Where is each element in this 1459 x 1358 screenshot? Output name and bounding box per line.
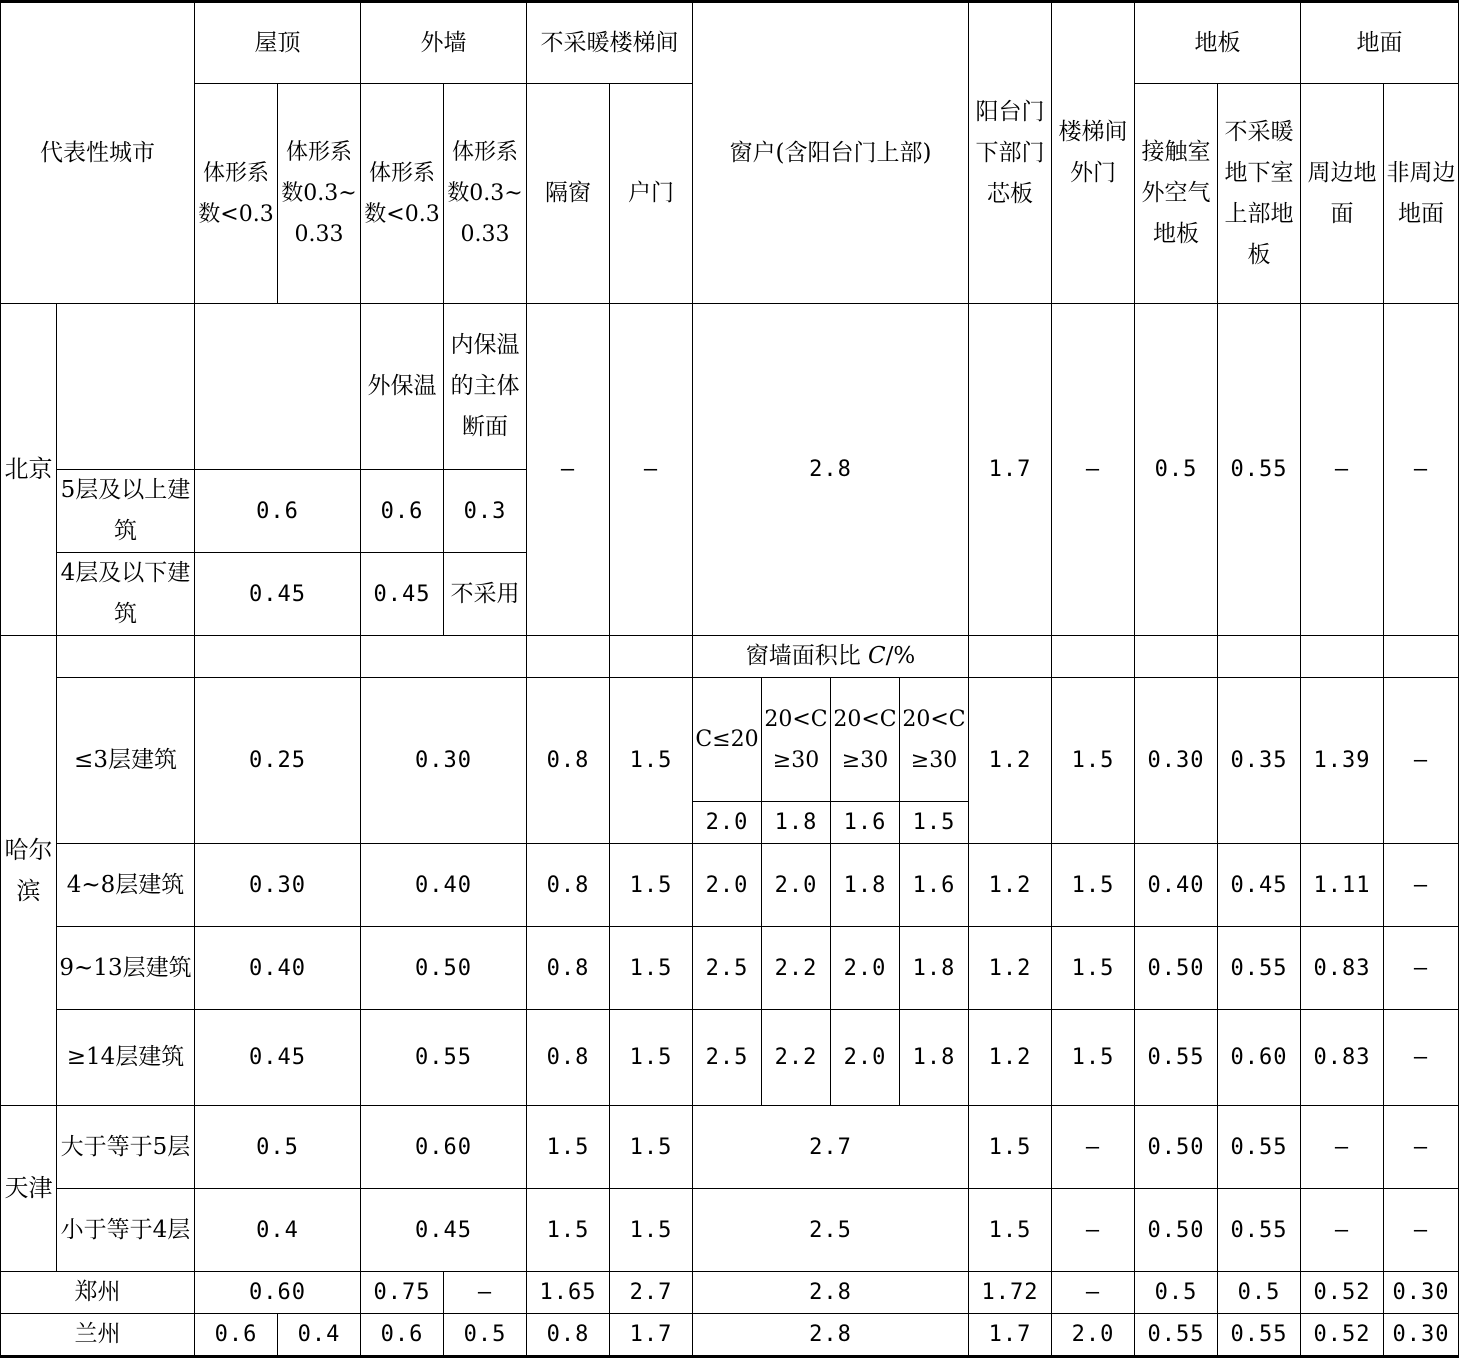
- harbin-row-win: 2.0: [762, 844, 831, 927]
- harbin-row-ground-perimeter: 1.39: [1301, 678, 1384, 844]
- tianjin-row-wall: 0.45: [361, 1189, 527, 1272]
- header-partition-window: 隔窗: [527, 84, 610, 304]
- zhengzhou-door: 2.7: [610, 1272, 693, 1314]
- header-floor: 地板: [1135, 2, 1301, 84]
- tianjin-row-floor-basement: 0.55: [1218, 1189, 1301, 1272]
- harbin-row-win: 1.6: [831, 802, 900, 844]
- tianjin-row-roof: 0.4: [195, 1189, 361, 1272]
- header-entry-door: 户门: [610, 84, 693, 304]
- lanzhou-window: 2.8: [693, 1314, 969, 1357]
- zhengzhou-ground-perimeter: 0.52: [1301, 1272, 1384, 1314]
- beijing-row-wall-int: 0.3: [444, 470, 527, 553]
- beijing-row-label: 4层及以下建筑: [57, 553, 195, 636]
- harbin-row-floor-outdoor: 0.55: [1135, 1010, 1218, 1106]
- tianjin-row-ground-nonperimeter: —: [1384, 1106, 1459, 1189]
- beijing-stair-partition: —: [527, 304, 610, 636]
- harbin-row-win: 2.0: [693, 802, 762, 844]
- harbin-row-balcony: 1.2: [969, 678, 1052, 844]
- header-window: 窗户(含阳台门上部): [693, 2, 969, 304]
- tianjin-row-floor-basement: 0.55: [1218, 1106, 1301, 1189]
- harbin-blank: [195, 636, 361, 678]
- tianjin-row-door: 1.5: [610, 1189, 693, 1272]
- harbin-blank: [57, 636, 195, 678]
- harbin-row-ground-perimeter: 0.83: [1301, 1010, 1384, 1106]
- harbin-row-win: 1.6: [900, 844, 969, 927]
- harbin-row-floor-basement: 0.60: [1218, 1010, 1301, 1106]
- harbin-row-wall: 0.55: [361, 1010, 527, 1106]
- beijing-balcony: 1.7: [969, 304, 1052, 636]
- harbin-ratio-head: C≤20: [693, 678, 762, 802]
- harbin-blank: [1384, 636, 1459, 678]
- harbin-row-roof: 0.30: [195, 844, 361, 927]
- beijing-row-wall-ext: 0.6: [361, 470, 444, 553]
- harbin-row-roof: 0.45: [195, 1010, 361, 1106]
- lanzhou-roof-b: 0.4: [278, 1314, 361, 1357]
- lanzhou-floor-outdoor: 0.55: [1135, 1314, 1218, 1357]
- header-wall: 外墙: [361, 2, 527, 84]
- harbin-row-stair-outer: 1.5: [1052, 678, 1135, 844]
- harbin-row-door: 1.5: [610, 678, 693, 844]
- harbin-blank: [969, 636, 1052, 678]
- harbin-row-win: 2.0: [831, 927, 900, 1010]
- harbin-row-win: 2.5: [693, 1010, 762, 1106]
- lanzhou-wall-b: 0.5: [444, 1314, 527, 1357]
- harbin-row-partition: 0.8: [527, 678, 610, 844]
- tianjin-row-floor-outdoor: 0.50: [1135, 1106, 1218, 1189]
- beijing-row-wall-ext: 0.45: [361, 553, 444, 636]
- header-wall-shape-lt03: 体形系数<0.3: [361, 84, 444, 304]
- harbin-row-win: 2.2: [762, 1010, 831, 1106]
- beijing-blank-label: [57, 304, 195, 470]
- harbin-blank: [1301, 636, 1384, 678]
- header-wall-shape-03-033: 体形系数0.3~0.33: [444, 84, 527, 304]
- header-ground-perimeter: 周边地面: [1301, 84, 1384, 304]
- harbin-row-label: ≥14层建筑: [57, 1010, 195, 1106]
- beijing-row-roof: 0.45: [195, 553, 361, 636]
- harbin-row-label: 4~8层建筑: [57, 844, 195, 927]
- lanzhou-floor-basement: 0.55: [1218, 1314, 1301, 1357]
- tianjin-row-balcony: 1.5: [969, 1106, 1052, 1189]
- harbin-row-win: 2.5: [693, 927, 762, 1010]
- tianjin-row-partition: 1.5: [527, 1106, 610, 1189]
- harbin-row-balcony: 1.2: [969, 1010, 1052, 1106]
- zhengzhou-partition: 1.65: [527, 1272, 610, 1314]
- beijing-stair-door: —: [610, 304, 693, 636]
- harbin-row-roof: 0.40: [195, 927, 361, 1010]
- harbin-row-wall: 0.50: [361, 927, 527, 1010]
- lanzhou-roof-a: 0.6: [195, 1314, 278, 1357]
- tianjin-row-balcony: 1.5: [969, 1189, 1052, 1272]
- header-ground: 地面: [1301, 2, 1459, 84]
- harbin-row-floor-basement: 0.35: [1218, 678, 1301, 844]
- harbin-ratio-head: 20<C≥30: [762, 678, 831, 802]
- lanzhou-door: 1.7: [610, 1314, 693, 1357]
- tianjin-row-partition: 1.5: [527, 1189, 610, 1272]
- harbin-row-win: 1.8: [831, 844, 900, 927]
- header-roof-shape-lt03: 体形系数<0.3: [195, 84, 278, 304]
- tianjin-row-floor-outdoor: 0.50: [1135, 1189, 1218, 1272]
- header-roof: 屋顶: [195, 2, 361, 84]
- header-balcony-door: 阳台门下部门芯板: [969, 2, 1052, 304]
- harbin-row-win: 1.8: [900, 1010, 969, 1106]
- city-harbin: 哈尔滨: [1, 636, 57, 1106]
- city-beijing: 北京: [1, 304, 57, 636]
- harbin-row-floor-outdoor: 0.30: [1135, 678, 1218, 844]
- beijing-row-roof: 0.6: [195, 470, 361, 553]
- beijing-ground-nonperimeter: —: [1384, 304, 1459, 636]
- lanzhou-stair-outer: 2.0: [1052, 1314, 1135, 1357]
- zhengzhou-stair-outer: —: [1052, 1272, 1135, 1314]
- header-ground-nonperimeter: 非周边地面: [1384, 84, 1459, 304]
- harbin-blank: [610, 636, 693, 678]
- lanzhou-balcony: 1.7: [969, 1314, 1052, 1357]
- beijing-wall-ext-head: 外保温: [361, 304, 444, 470]
- lanzhou-ground-perimeter: 0.52: [1301, 1314, 1384, 1357]
- tianjin-row-roof: 0.5: [195, 1106, 361, 1189]
- beijing-row-label: 5层及以上建筑: [57, 470, 195, 553]
- tianjin-row-door: 1.5: [610, 1106, 693, 1189]
- zhengzhou-ground-nonperimeter: 0.30: [1384, 1272, 1459, 1314]
- harbin-blank: [361, 636, 527, 678]
- harbin-row-stair-outer: 1.5: [1052, 844, 1135, 927]
- harbin-row-roof: 0.25: [195, 678, 361, 844]
- harbin-row-floor-outdoor: 0.50: [1135, 927, 1218, 1010]
- harbin-row-stair-outer: 1.5: [1052, 1010, 1135, 1106]
- harbin-row-balcony: 1.2: [969, 927, 1052, 1010]
- beijing-floor-outdoor: 0.5: [1135, 304, 1218, 636]
- harbin-blank: [1218, 636, 1301, 678]
- harbin-blank: [1135, 636, 1218, 678]
- zhengzhou-wall-a: 0.75: [361, 1272, 444, 1314]
- harbin-row-win: 1.8: [762, 802, 831, 844]
- harbin-row-ground-nonperimeter: —: [1384, 844, 1459, 927]
- harbin-row-partition: 0.8: [527, 1010, 610, 1106]
- harbin-row-stair-outer: 1.5: [1052, 927, 1135, 1010]
- harbin-row-partition: 0.8: [527, 927, 610, 1010]
- tianjin-row-label: 小于等于4层: [57, 1189, 195, 1272]
- beijing-row-wall-int: 不采用: [444, 553, 527, 636]
- harbin-row-floor-outdoor: 0.40: [1135, 844, 1218, 927]
- harbin-row-ground-nonperimeter: —: [1384, 678, 1459, 844]
- header-floor-basement: 不采暖地下室上部地板: [1218, 84, 1301, 304]
- harbin-row-win: 2.2: [762, 927, 831, 1010]
- tianjin-row-label: 大于等于5层: [57, 1106, 195, 1189]
- harbin-row-door: 1.5: [610, 927, 693, 1010]
- harbin-row-door: 1.5: [610, 1010, 693, 1106]
- zhengzhou-floor-outdoor: 0.5: [1135, 1272, 1218, 1314]
- lanzhou-wall-a: 0.6: [361, 1314, 444, 1357]
- beijing-stair-outer: —: [1052, 304, 1135, 636]
- harbin-row-wall: 0.40: [361, 844, 527, 927]
- header-stair: 不采暖楼梯间: [527, 2, 693, 84]
- beijing-floor-basement: 0.55: [1218, 304, 1301, 636]
- tianjin-row-ground-perimeter: —: [1301, 1189, 1384, 1272]
- tianjin-row-ground-nonperimeter: —: [1384, 1189, 1459, 1272]
- zhengzhou-window: 2.8: [693, 1272, 969, 1314]
- beijing-blank-roof: [195, 304, 361, 470]
- harbin-row-balcony: 1.2: [969, 844, 1052, 927]
- harbin-row-floor-basement: 0.45: [1218, 844, 1301, 927]
- harbin-row-win: 2.0: [831, 1010, 900, 1106]
- city-lanzhou: 兰州: [1, 1314, 195, 1357]
- zhengzhou-balcony: 1.72: [969, 1272, 1052, 1314]
- harbin-ratio-head: 20<C≥30: [900, 678, 969, 802]
- harbin-window-ratio-head: 窗墙面积比 C/%: [693, 636, 969, 678]
- zhengzhou-roof: 0.60: [195, 1272, 361, 1314]
- tianjin-row-stair-outer: —: [1052, 1189, 1135, 1272]
- header-floor-outdoor: 接触室外空气地板: [1135, 84, 1218, 304]
- lanzhou-ground-nonperimeter: 0.30: [1384, 1314, 1459, 1357]
- tianjin-row-ground-perimeter: —: [1301, 1106, 1384, 1189]
- harbin-blank: [527, 636, 610, 678]
- harbin-row-door: 1.5: [610, 844, 693, 927]
- harbin-row-floor-basement: 0.55: [1218, 927, 1301, 1010]
- city-tianjin: 天津: [1, 1106, 57, 1272]
- harbin-row-label: ≤3层建筑: [57, 678, 195, 844]
- harbin-row-win: 2.0: [693, 844, 762, 927]
- zhengzhou-floor-basement: 0.5: [1218, 1272, 1301, 1314]
- city-zhengzhou: 郑州: [1, 1272, 195, 1314]
- beijing-ground-perimeter: —: [1301, 304, 1384, 636]
- harbin-row-ground-nonperimeter: —: [1384, 1010, 1459, 1106]
- lanzhou-partition: 0.8: [527, 1314, 610, 1357]
- harbin-row-ground-perimeter: 0.83: [1301, 927, 1384, 1010]
- harbin-blank: [1052, 636, 1135, 678]
- harbin-row-ground-perimeter: 1.11: [1301, 844, 1384, 927]
- tianjin-row-stair-outer: —: [1052, 1106, 1135, 1189]
- zhengzhou-wall-b: —: [444, 1272, 527, 1314]
- harbin-row-wall: 0.30: [361, 678, 527, 844]
- harbin-row-win: 1.5: [900, 802, 969, 844]
- beijing-wall-int-head: 内保温的主体断面: [444, 304, 527, 470]
- header-stair-door: 楼梯间外门: [1052, 2, 1135, 304]
- harbin-row-partition: 0.8: [527, 844, 610, 927]
- tianjin-row-wall: 0.60: [361, 1106, 527, 1189]
- header-roof-shape-03-033: 体形系数0.3~0.33: [278, 84, 361, 304]
- harbin-row-ground-nonperimeter: —: [1384, 927, 1459, 1010]
- harbin-row-label: 9~13层建筑: [57, 927, 195, 1010]
- tianjin-row-window: 2.5: [693, 1189, 969, 1272]
- header-city: 代表性城市: [1, 2, 195, 304]
- beijing-window: 2.8: [693, 304, 969, 636]
- harbin-row-win: 1.8: [900, 927, 969, 1010]
- tianjin-row-window: 2.7: [693, 1106, 969, 1189]
- harbin-ratio-head: 20<C≥30: [831, 678, 900, 802]
